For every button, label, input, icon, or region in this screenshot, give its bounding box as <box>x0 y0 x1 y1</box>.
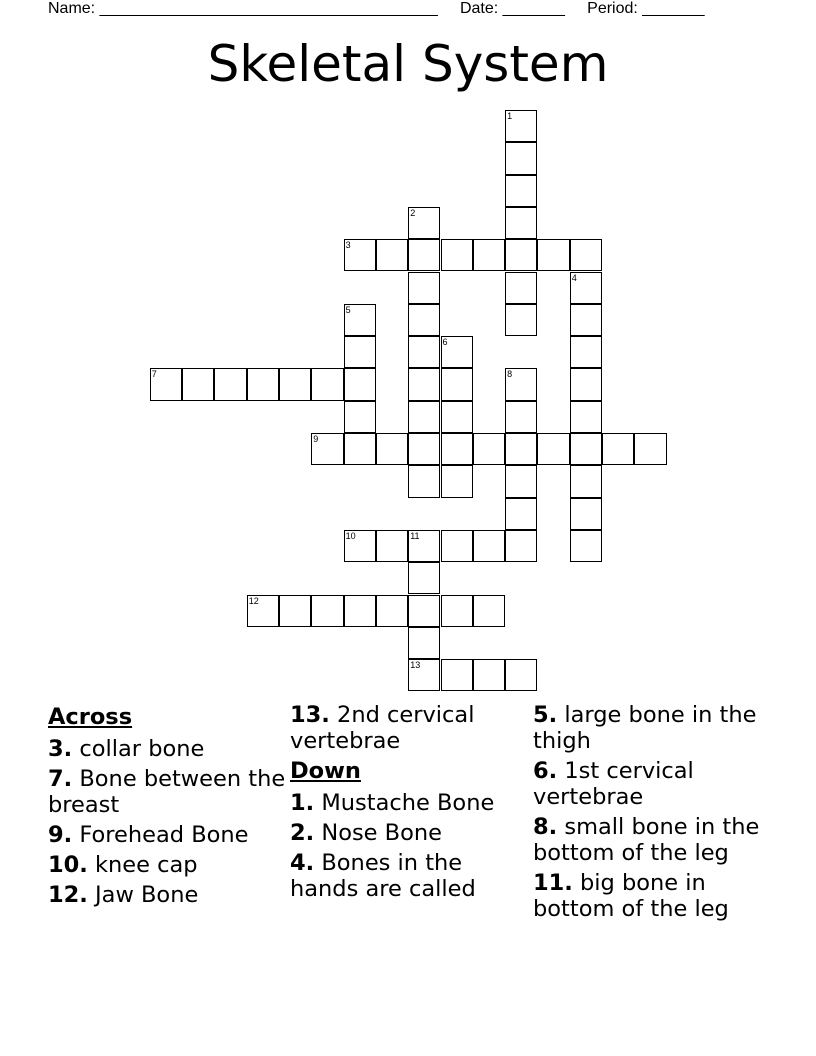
crossword-cell[interactable] <box>570 401 602 433</box>
crossword-cell[interactable] <box>311 433 343 465</box>
clue-number: 3. <box>48 736 73 762</box>
clues-column-3 <box>533 702 773 926</box>
crossword-cell[interactable] <box>441 239 473 271</box>
down-clue <box>290 790 530 816</box>
crossword-cell[interactable] <box>570 530 602 562</box>
clue-number: 4. <box>290 850 315 876</box>
crossword-cell[interactable] <box>441 659 473 691</box>
crossword-cell[interactable] <box>505 207 537 239</box>
clue-text: 2nd cervical vertebrae <box>290 702 475 754</box>
crossword-cell[interactable] <box>570 465 602 497</box>
crossword-cell[interactable] <box>344 433 376 465</box>
crossword-cell[interactable] <box>182 368 214 400</box>
crossword-cell[interactable] <box>344 530 376 562</box>
crossword-cell[interactable] <box>570 336 602 368</box>
down-clue <box>290 820 530 846</box>
cell-number: 9 <box>313 434 319 444</box>
crossword-cell[interactable] <box>408 562 440 594</box>
crossword-cell[interactable] <box>505 110 537 142</box>
clue-number: 2. <box>290 820 315 846</box>
crossword-cell[interactable] <box>441 336 473 368</box>
across-clue <box>48 822 288 848</box>
crossword-cell[interactable] <box>344 239 376 271</box>
crossword-cell[interactable] <box>247 368 279 400</box>
clue-text: Jaw Bone <box>95 882 199 908</box>
crossword-cell[interactable] <box>570 368 602 400</box>
clue-number: 1. <box>290 790 315 816</box>
crossword-cell[interactable] <box>505 465 537 497</box>
crossword-cell[interactable] <box>376 239 408 271</box>
crossword-cell[interactable] <box>408 433 440 465</box>
crossword-cell[interactable] <box>505 304 537 336</box>
clue-text: large bone in the thigh <box>533 702 757 754</box>
cell-number: 12 <box>248 595 259 606</box>
crossword-cell[interactable] <box>473 595 505 627</box>
clue-text: Forehead Bone <box>79 822 249 848</box>
crossword-cell[interactable] <box>505 530 537 562</box>
crossword-cell[interactable] <box>344 336 376 368</box>
crossword-cell[interactable] <box>441 401 473 433</box>
clue-number: 10. <box>48 852 88 878</box>
crossword-cell[interactable] <box>150 368 182 400</box>
crossword-cell[interactable] <box>408 659 440 691</box>
crossword-cell[interactable] <box>473 433 505 465</box>
crossword-cell[interactable] <box>311 368 343 400</box>
crossword-cell[interactable] <box>505 659 537 691</box>
crossword-cell[interactable] <box>505 142 537 174</box>
clue-number: 11. <box>533 870 573 896</box>
crossword-cell[interactable] <box>311 595 343 627</box>
crossword-cell[interactable] <box>505 433 537 465</box>
crossword-cell[interactable] <box>376 433 408 465</box>
across-clue <box>48 852 288 878</box>
crossword-cell[interactable] <box>408 627 440 659</box>
crossword-cell[interactable] <box>505 401 537 433</box>
crossword-cell[interactable] <box>505 272 537 304</box>
cell-number: 1 <box>507 111 513 121</box>
crossword-cell[interactable] <box>408 465 440 497</box>
page-title: Skeletal System <box>207 35 609 93</box>
clues-column-1 <box>48 702 288 912</box>
cell-number: 8 <box>507 369 513 380</box>
cell-number: 3 <box>345 240 351 251</box>
crossword-cell[interactable] <box>441 595 473 627</box>
crossword-cell[interactable] <box>408 368 440 400</box>
clue-text: big bone in bottom of the leg <box>533 870 729 922</box>
down-clue <box>533 758 773 810</box>
clue-number: 7. <box>48 766 73 792</box>
across-clue <box>48 882 288 908</box>
crossword-cell[interactable] <box>505 498 537 530</box>
down-heading: Down <box>290 758 361 784</box>
clue-text: Bones in the hands are called <box>290 850 476 902</box>
down-clue <box>533 702 773 754</box>
crossword-cell[interactable] <box>473 530 505 562</box>
crossword-cell[interactable] <box>441 433 473 465</box>
across-heading: Across <box>48 704 133 730</box>
cell-number: 2 <box>410 207 416 218</box>
across-clue <box>48 766 288 818</box>
crossword-cell[interactable] <box>570 304 602 336</box>
cell-number: 6 <box>442 337 448 348</box>
cell-number: 11 <box>410 530 420 541</box>
name-date-period-line: Name: ______________________________________ Date: _______ Period: _______ <box>48 0 705 17</box>
clue-number: 8. <box>533 814 558 840</box>
clue-text: Mustache Bone <box>321 790 495 816</box>
crossword-cell[interactable] <box>408 272 440 304</box>
crossword-cell[interactable] <box>634 433 666 465</box>
clue-text: small bone in the bottom of the leg <box>533 814 760 866</box>
clue-text: knee cap <box>95 852 198 878</box>
crossword-cell[interactable] <box>408 595 440 627</box>
cell-number: 5 <box>345 304 351 315</box>
crossword-cell[interactable] <box>505 239 537 271</box>
crossword-cell[interactable] <box>344 304 376 336</box>
across-clue <box>48 736 288 762</box>
clue-text: collar bone <box>79 736 205 762</box>
clue-number: 5. <box>533 702 558 728</box>
down-clue <box>290 850 530 902</box>
cell-number: 4 <box>571 272 577 283</box>
crossword-cell[interactable] <box>408 239 440 271</box>
across-clue <box>290 702 530 754</box>
crossword-cell[interactable] <box>505 368 537 400</box>
down-clue <box>533 870 773 922</box>
crossword-cell[interactable] <box>570 272 602 304</box>
clue-number: 13. <box>290 702 330 728</box>
crossword-cell[interactable] <box>214 368 246 400</box>
crossword-cell[interactable] <box>537 239 569 271</box>
crossword-cell[interactable] <box>279 368 311 400</box>
crossword-cell[interactable] <box>376 530 408 562</box>
down-clue <box>533 814 773 866</box>
clue-text: Bone between the breast <box>48 766 286 818</box>
clues-column-2 <box>290 702 530 906</box>
cell-number: 10 <box>345 530 356 541</box>
crossword-cell[interactable] <box>570 239 602 271</box>
crossword-cell[interactable] <box>505 175 537 207</box>
clue-number: 12. <box>48 882 88 908</box>
crossword-cell[interactable] <box>441 530 473 562</box>
crossword-cell[interactable] <box>376 595 408 627</box>
crossword-cell[interactable] <box>344 595 376 627</box>
crossword-cell[interactable] <box>408 336 440 368</box>
crossword-cell[interactable] <box>537 433 569 465</box>
crossword-cell[interactable] <box>408 530 440 562</box>
clue-number: 6. <box>533 758 558 784</box>
cell-number: 13 <box>410 660 421 671</box>
cell-number: 7 <box>151 369 157 380</box>
clue-number: 9. <box>48 822 73 848</box>
crossword-cell[interactable] <box>473 239 505 271</box>
clue-text: Nose Bone <box>321 820 442 846</box>
crossword-cell[interactable] <box>344 368 376 400</box>
crossword-cell[interactable] <box>408 401 440 433</box>
crossword-cell[interactable] <box>408 304 440 336</box>
crossword-cell[interactable] <box>408 207 440 239</box>
crossword-cell[interactable] <box>279 595 311 627</box>
crossword-cell[interactable] <box>441 465 473 497</box>
crossword-cell[interactable] <box>441 368 473 400</box>
crossword-cell[interactable] <box>602 433 634 465</box>
crossword-cell[interactable] <box>247 595 279 627</box>
crossword-cell[interactable] <box>570 498 602 530</box>
crossword-cell[interactable] <box>570 433 602 465</box>
crossword-cell[interactable] <box>344 401 376 433</box>
crossword-cell[interactable] <box>473 659 505 691</box>
clue-text: 1st cervical vertebrae <box>533 758 694 810</box>
